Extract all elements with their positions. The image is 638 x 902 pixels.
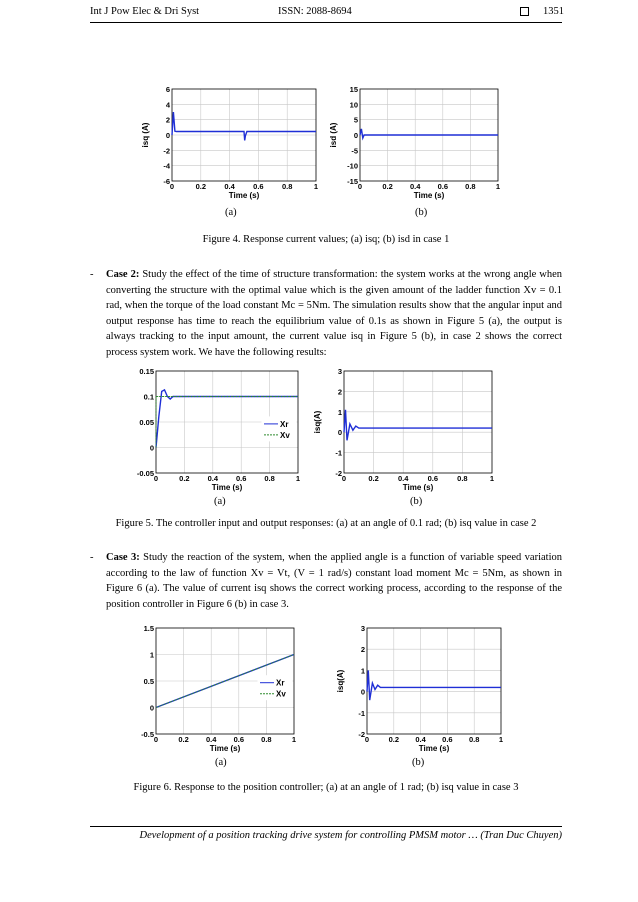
fig5a-ytick-label: -0.05: [136, 469, 154, 478]
fig6b-ytick-label: -1: [358, 708, 365, 718]
fig5b-frame: [344, 371, 492, 473]
fig4b-ytick-label: 5: [353, 115, 358, 125]
case3-paragraph: [90, 550, 562, 612]
fig6a-ytick-label: -0.5: [141, 730, 154, 739]
fig4a-xtick-label: 0.8: [281, 182, 293, 191]
fig6b-xtick-label: 0.2: [388, 735, 400, 744]
fig4a-label: (a): [225, 207, 237, 218]
fig5b-xtick-label: 0: [341, 474, 347, 483]
fig5b-xtick-label: 0.4: [397, 474, 409, 483]
fig5a-legend-label: Xr: [280, 419, 289, 429]
fig6b-xtick-label: 0: [364, 735, 370, 744]
fig4a-ytick-label: -2: [163, 146, 170, 156]
fig5a-xlabel: Time (s): [211, 483, 243, 492]
fig5a-xtick-label: 0.4: [207, 474, 219, 483]
fig5b-series-isq: [344, 410, 492, 441]
fig6b-ytick-label: 0: [360, 687, 365, 697]
fig5a-ytick-label: 0: [149, 443, 154, 453]
fig5b-ytick-label: -2: [335, 469, 342, 478]
fig5b-ytick-label: 3: [337, 367, 342, 376]
fig4a-xtick-label: 1: [313, 182, 319, 191]
fig6a-ytick-label: 0.5: [143, 677, 154, 686]
fig5a-xtick-label: 1: [295, 474, 301, 483]
fig4a-xtick-label: 0.2: [195, 182, 207, 191]
fig5a-legend-box: [262, 417, 296, 441]
fig6a-xtick-label: 0.4: [205, 735, 217, 744]
fig5a-ytick-label: 0.05: [139, 418, 154, 427]
fig5-caption: Figure 5. The controller input and output responses: (a) at an angle of 0.1 rad; (b) isq value in case 2: [115, 518, 537, 529]
fig6b-ylabel: isq(A): [336, 669, 345, 693]
case2-bullet: -: [90, 269, 94, 280]
fig6a-xtick-label: 0.6: [233, 735, 245, 744]
fig4a-xtick-label: 0.4: [224, 182, 235, 191]
fig4a-xtick-label: 0: [169, 182, 175, 191]
fig6b-series-isq: [367, 670, 501, 700]
case2-label: Case 2:: [106, 269, 140, 280]
case3-label: Case 3:: [106, 552, 140, 563]
fig5a-xtick-label: 0.8: [264, 474, 275, 483]
fig5a-chart: [110, 365, 310, 495]
fig4b-ytick-label: 0: [353, 131, 358, 140]
fig6b-xtick-label: 1: [498, 735, 504, 744]
fig6a-legend-label: Xv: [276, 689, 286, 699]
fig5a-ytick-label: 0.1: [143, 392, 154, 402]
fig6a-xtick-label: 0.8: [261, 735, 272, 744]
fig5a-xtick-label: 0.2: [179, 474, 190, 483]
fig4b-xtick-label: 0.4: [409, 182, 421, 191]
fig6a-legend-label: Xr: [276, 678, 285, 688]
fig6b-xtick-label: 0.8: [468, 735, 480, 744]
fig5a-label: (a): [214, 496, 226, 507]
fig6a-chart: [110, 620, 310, 755]
fig6b-xtick-label: 0.4: [415, 735, 426, 744]
fig5b-ytick-label: 2: [337, 387, 342, 397]
fig4b-xtick-label: 0: [357, 182, 363, 191]
fig5b-ytick-label: -1: [335, 448, 342, 458]
journal-name: Int J Pow Elec & Dri Syst: [90, 6, 200, 17]
fig5b-xtick-label: 1: [489, 474, 495, 483]
fig6b-xtick-label: 0.6: [442, 735, 453, 744]
fig4b-ytick-label: -15: [347, 177, 358, 186]
fig6a-label: (a): [215, 757, 227, 768]
fig6b-ytick-label: 3: [360, 624, 365, 633]
fig4a-chart: [110, 85, 330, 210]
fig4a-xtick-label: 0.6: [253, 182, 264, 191]
fig5b-xtick-label: 0.2: [368, 474, 379, 483]
footer-rule: [90, 826, 562, 827]
issn: ISSN: 2088-8694: [278, 6, 352, 17]
fig5b-ylabel: isq(A): [313, 410, 322, 434]
case2-paragraph: [90, 267, 562, 360]
fig5b-xtick-label: 0.8: [457, 474, 468, 483]
fig4a-xlabel: Time (s): [228, 191, 260, 200]
checkbox-icon: [520, 7, 529, 16]
fig4b-series-isd: [360, 129, 498, 138]
fig5b-chart: [310, 365, 500, 495]
fig4b-label: (b): [415, 207, 428, 218]
fig4b-xtick-label: 0.6: [437, 182, 449, 191]
fig6b-xlabel: Time (s): [418, 744, 450, 753]
fig6a-xtick-label: 0: [153, 735, 159, 744]
fig6b-ytick-label: 2: [360, 645, 365, 655]
case3-text: Study the reaction of the system, when the applied angle is a function of variable speed variation according to the law of function Xv = Vt, (V = 1 rad/s) constant load moment Mc = 5Nm, as shown in Figure 6 (a). The value of current isq shows the correct working process, according to the response of the position controller in Figure 6 (b) in case 3.: [106, 552, 563, 610]
fig4b-xtick-label: 0.8: [465, 182, 476, 191]
footer-text: Development of a position tracking drive system for controlling PMSM motor … (Tran Duc Chuyen): [139, 830, 562, 841]
fig4b-xtick-label: 0.2: [382, 182, 393, 191]
fig4a-ytick-label: 4: [165, 100, 170, 110]
fig4b-xtick-label: 1: [495, 182, 501, 191]
fig6a-xtick-label: 1: [291, 735, 297, 744]
fig6b-chart: [325, 620, 515, 755]
fig6-caption: Figure 6. Response to the position controller; (a) at an angle of 1 rad; (b) isq value in case 3: [133, 782, 519, 793]
fig5b-xlabel: Time (s): [402, 483, 434, 492]
fig4b-chart: [330, 85, 510, 210]
fig6a-ytick-label: 1: [149, 650, 154, 660]
fig5a-xtick-label: 0.6: [235, 474, 247, 483]
fig4a-ylabel: isq (A): [141, 122, 150, 148]
fig6b-ytick-label: -2: [358, 730, 365, 739]
fig6a-ytick-label: 0: [149, 703, 154, 713]
case2-text: Study the effect of the time of structure transformation: the system works at the wrong angle when converting the structure with the optimal value which is the given amount of the ladder function Xv = 0.1 rad, when the torque of the load constant Mc = 5Nm. The simulation results show that the angular input and output response has time to reach the equilibrium value of 0.1s as shown in Figure 5 (a), the output is always tracking to the input amount, the current value isq in Figure 5 (b), in case 2 shows the correct process system work. We have the following results:: [106, 269, 562, 358]
fig4a-ytick-label: -4: [163, 161, 170, 171]
fig5a-xtick-label: 0: [153, 474, 159, 483]
header-rule: [90, 22, 562, 23]
fig4b-ytick-label: 15: [349, 85, 358, 94]
page-number-box: [520, 6, 564, 17]
fig5b-xtick-label: 0.6: [427, 474, 439, 483]
fig6a-ytick-label: 1.5: [143, 624, 154, 633]
fig6a-xtick-label: 0.2: [178, 735, 189, 744]
fig4a-ytick-label: -6: [163, 177, 170, 186]
fig4b-ytick-label: 10: [349, 100, 358, 110]
fig4-caption: Figure 4. Response current values; (a) isq; (b) isd in case 1: [202, 234, 450, 245]
fig4b-xlabel: Time (s): [413, 191, 445, 200]
fig5b-label: (b): [410, 496, 423, 507]
fig6b-label: (b): [412, 757, 425, 768]
fig4a-ytick-label: 2: [165, 115, 170, 125]
fig4b-ytick-label: -5: [351, 146, 358, 156]
fig4b-ytick-label: -10: [347, 161, 358, 171]
fig4b-ylabel: isd (A): [329, 122, 338, 148]
fig6b-ytick-label: 1: [360, 666, 365, 676]
fig4a-ytick-label: 0: [165, 131, 170, 140]
fig6a-legend-box: [258, 676, 292, 700]
fig5b-ytick-label: 0: [337, 428, 342, 438]
fig6a-xlabel: Time (s): [209, 744, 241, 753]
fig5b-ytick-label: 1: [337, 407, 342, 417]
case3-bullet: -: [90, 552, 94, 563]
fig4a-ytick-label: 6: [165, 85, 170, 94]
page-number: 1351: [543, 6, 564, 17]
fig6b-frame: [367, 628, 501, 734]
fig4a-series-isq: [172, 112, 316, 140]
fig5a-ytick-label: 0.15: [139, 367, 154, 376]
fig5a-legend-label: Xv: [280, 430, 290, 440]
